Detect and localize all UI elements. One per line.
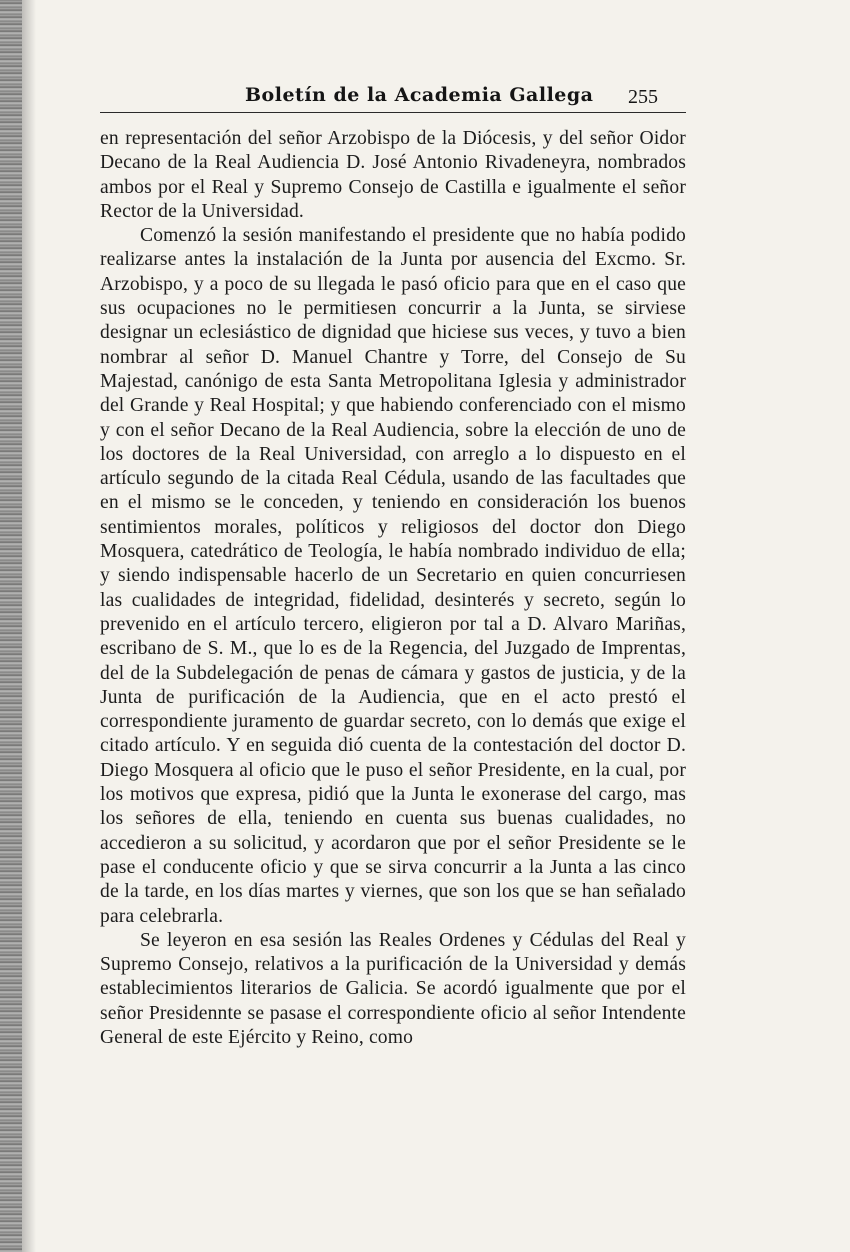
- paragraph-2: Comenzó la sesión manifestando el presidente que no había podido realizarse antes la instalación de la Junta por ausencia del Excmo. Sr. Arzobispo, y a poco de su llegada le pasó oficio para que en el caso que sus ocupaciones no le permitiesen concurrir a la Junta, se sirviese designar un eclesiástico de dignidad que hiciese sus veces, y tuvo a bien nombrar al señor D. Manuel Chantre y Torre, del Consejo de Su Majestad, canónigo de esta Santa Metropolitana Iglesia y administrador del Grande y Real Hospital; y que habiendo conferenciado con el mismo y con el señor Decano de la Real Audiencia, sobre la elección de uno de los doctores de la Real Universidad, con arreglo a lo dispuesto en el artículo segundo de la citada Real Cédula, usando de las facultades que en el mismo se le conceden, y teniendo en consideración los buenos sentimientos morales, políticos y religiosos del doctor don Diego Mosquera, catedrático de Teología, le había nombrado individuo de ella; y siendo indispensable hacerlo de un Secretario en quien concurriesen las cualidades de integridad, fidelidad, desinterés y secreto, según lo prevenido en el artículo tercero, eligieron por tal a D. Alvaro Mariñas, escribano de S. M., que lo es de la Regencia, del Juzgado de Imprentas, del de la Subdelegación de penas de cámara y gastos de justicia, y de la Junta de purificación de la Audiencia, que en el acto prestó el correspondiente juramento de guardar secreto, con lo demás que exige el citado artículo. Y en seguida dió cuenta de la contestación del doctor D. Diego Mosquera al oficio que le puso el señor Presidente, en la cual, por los motivos que expresa, pidió que la Junta le exonerase del cargo, mas los señores de ella, teniendo en cuenta sus buenas cualidades, no accedieron a su solicitud, y acordaron que por el señor Presidente se le pase el conducente oficio y que se sirva concurrir a la Junta a las cinco de la tarde, en los días martes y viernes, que son los que se han señalado para celebrarla.: [100, 225, 686, 927]
- binding-edge: [0, 0, 22, 1252]
- running-head: [100, 78, 686, 113]
- paragraph-1: en representación del señor Arzobispo de la Diócesis, y del señor Oidor Decano de la Real Audiencia D. José Antonio Rivadeneyra, nombrados ambos por el Real y Supremo Consejo de Castilla e igualmente el señor Rector de la Universidad.: [100, 128, 686, 222]
- binding-shadow: [22, 0, 36, 1252]
- journal-title: Boletín de la Academia Gallega: [245, 84, 594, 106]
- paragraph-3: Se leyeron en esa sesión las Reales Ordenes y Cédulas del Real y Supremo Consejo, relativos a la purificación de la Universidad y demás establecimientos literarios de Galicia. Se acordó igualmente que por el señor Presidennte se pasase el correspondiente oficio al señor Intendente General de este Ejército y Reino, como: [100, 929, 686, 1048]
- body-text: [100, 127, 686, 1050]
- book-page: [100, 78, 686, 1050]
- page-number: 255: [628, 86, 658, 108]
